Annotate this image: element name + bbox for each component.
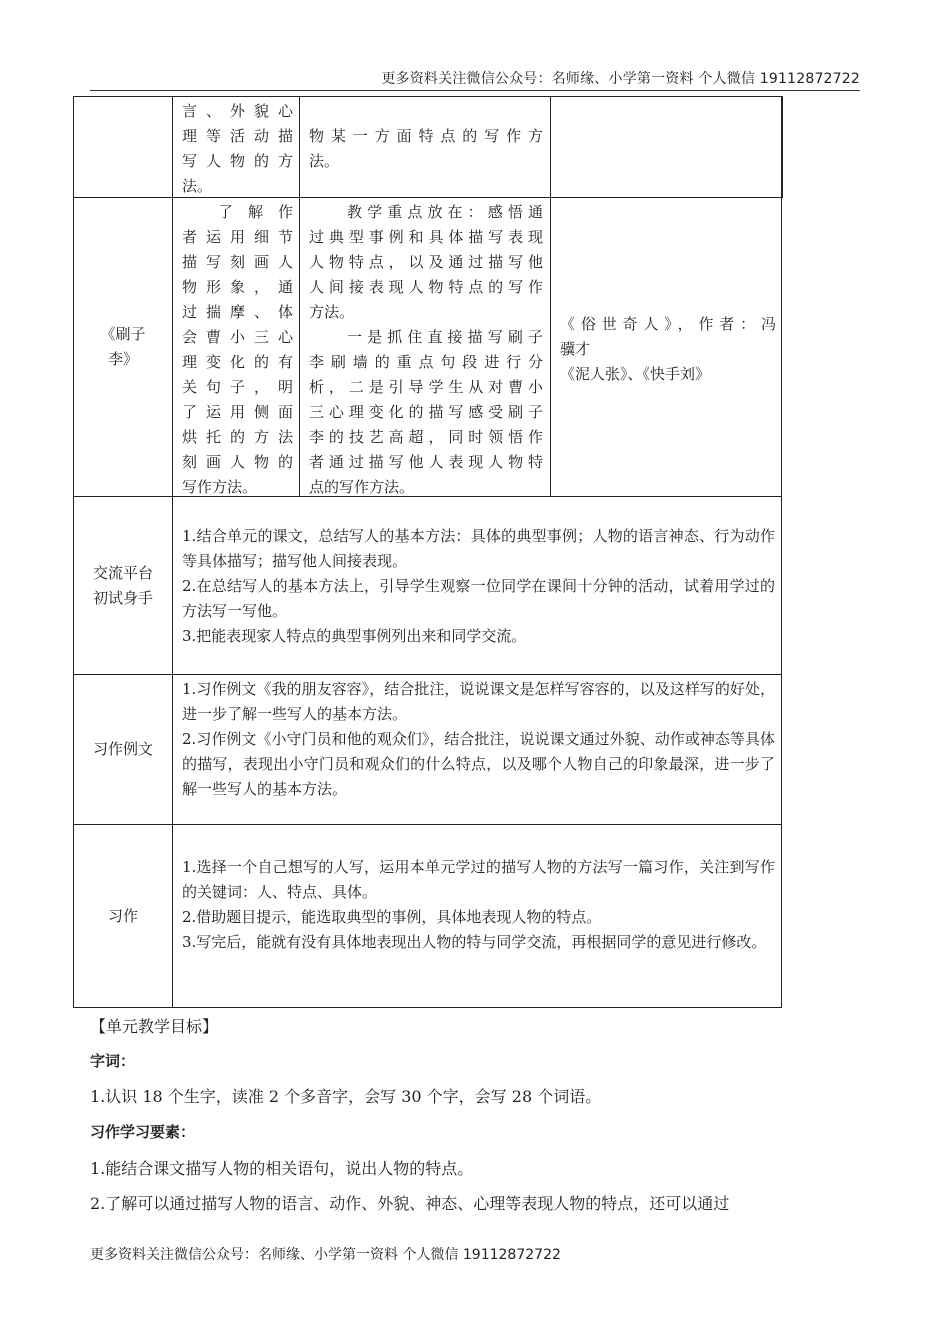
lesson-title-line: 《刷子 <box>100 325 146 343</box>
words-label: 字词： <box>90 1052 136 1070</box>
page-footer: 更多资料关注微信公众号：名师缘、小学第一资料 个人微信 19112872722 <box>90 1247 561 1263</box>
reading-line: 《俗世奇人》，作者：冯 <box>560 315 776 333</box>
text-line: 李的技艺高超，同时领悟作 <box>309 428 543 446</box>
row2-content-cell <box>182 524 775 649</box>
row1-title-cell <box>74 198 172 496</box>
list-item: 1.选择一个自己想写的人写，运用本单元学过的描写人物的方法写一篇习作，关注到写作的关键词：人、特点、具体。 <box>182 858 775 901</box>
text-line: 理等活动描 <box>182 127 293 145</box>
writing-item: 2.了解可以通过描写人物的语言、动作、外貌、神态、心理等表现人物的特点，还可以通过 <box>90 1194 730 1213</box>
table-col-divider <box>299 96 300 496</box>
table-row-divider <box>73 674 782 675</box>
text-line: 人物特点，以及通过描写他 <box>309 253 543 271</box>
table-col-divider <box>172 96 173 1008</box>
text-line: 物形象，通 <box>182 278 293 296</box>
text-line: 物某一方面特点的写作方 <box>309 127 543 145</box>
table-border-right <box>781 197 782 1008</box>
text-line: 一是抓住直接描写刷子 <box>347 328 543 346</box>
text-line: 法。 <box>309 152 340 170</box>
lesson-title-line: 李》 <box>107 350 138 368</box>
table-border-top <box>73 96 783 97</box>
list-item: 2.借助题目提示，能选取典型的事例，具体地表现人物的特点。 <box>182 908 602 926</box>
row4-content-cell <box>182 855 775 955</box>
text-line: 过典型事例和具体描写表现 <box>309 228 543 246</box>
row3-content-cell <box>182 677 775 802</box>
text-line: 人间接表现人物特点的写作 <box>309 278 543 296</box>
text-line: 者通过描写他人表现人物特 <box>309 453 543 471</box>
writing-item: 1.能结合课文描写人物的相关语句，说出人物的特点。 <box>90 1159 474 1178</box>
text-line: 言、外貌心 <box>182 102 293 120</box>
row4-title-cell <box>74 825 172 1007</box>
row1-focus-cell <box>309 200 543 500</box>
row0-focus-cell <box>309 124 543 174</box>
text-line: 了解作 <box>218 203 293 221</box>
text-line: 李刷墙的重点句段进行分 <box>309 353 543 371</box>
text-line: 方法。 <box>309 303 355 321</box>
table-row-divider <box>73 824 782 825</box>
reading-line: 《泥人张》、《快手刘》 <box>560 365 711 383</box>
reading-line: 骥才 <box>560 340 591 358</box>
lesson-title: 习作 <box>107 906 138 925</box>
page-header <box>90 62 860 91</box>
list-item: 3.写完后，能就有没有具体地表现出人物的特与同学交流，再根据同学的意见进行修改。 <box>182 933 767 951</box>
text-line: 教学重点放在：感悟通 <box>347 203 543 221</box>
text-line: 者运用细节 <box>182 228 293 246</box>
lesson-title-line: 初试身手 <box>92 588 153 607</box>
lesson-title: 习作例文 <box>92 740 153 758</box>
table-border-right <box>781 96 783 197</box>
table-border-bottom <box>73 1007 782 1008</box>
row1-goal-cell <box>182 200 293 500</box>
text-line: 理变化的有 <box>182 353 293 371</box>
section-heading: 【单元教学目标】 <box>90 1017 219 1036</box>
text-line: 刻画人物的 <box>182 453 293 471</box>
list-item: 2.在总结写人的基本方法上，引导学生观察一位同学在课间十分钟的活动，试着用学过的方法写一写他。 <box>182 577 775 620</box>
table-col-divider <box>550 96 551 496</box>
text-line: 三心理变化的描写感受刷子 <box>309 403 543 421</box>
list-item: 2.习作例文《小守门员和他的观众们》，结合批注，说说课文通过外貌、动作或神态等具体的描写，表现出小守门员和观众们的什么特点，以及哪个人物自己的印象最深，进一步了解一些写人的基本方法。 <box>182 730 775 798</box>
row1-reading-cell <box>560 312 776 387</box>
row2-title-cell <box>74 497 172 674</box>
list-item: 1.习作例文《我的朋友容容》，结合批注，说说课文是怎样写容容的，以及这样写的好处，进一步了解一些写人的基本方法。 <box>182 680 775 723</box>
text-line: 析，二是引导学生从对曹小 <box>309 378 543 396</box>
text-line: 关句子，明 <box>182 378 293 396</box>
words-item: 1.认识 18 个生字，读准 2 个多音字，会写 30 个字，会写 28 个词语。 <box>90 1087 602 1106</box>
header-text: 更多资料关注微信公众号：名师缘、小学第一资料 个人微信 19112872722 <box>381 71 860 87</box>
table-row-divider <box>73 197 783 198</box>
text-line: 烘托的方法 <box>182 428 293 446</box>
text-line: 会曹小三心 <box>182 328 293 346</box>
text-line: 描写刻画人 <box>182 253 293 271</box>
text-line: 过揣摩、体 <box>182 303 293 321</box>
text-line: 点的写作方法。 <box>309 478 415 496</box>
text-line: 法。 <box>182 177 213 195</box>
list-item: 3.把能表现家人特点的典型事例列出来和同学交流。 <box>182 627 527 645</box>
writing-label: 习作学习要素： <box>90 1123 196 1141</box>
row3-title-cell <box>74 675 172 824</box>
list-item: 1.结合单元的课文，总结写人的基本方法：具体的典型事例；人物的语言神态、行为动作等具体描写；描写他人间接表现。 <box>182 527 775 570</box>
text-line: 写人物的方 <box>182 152 293 170</box>
row0-goal-cell <box>182 99 293 199</box>
text-line: 了运用侧面 <box>182 403 293 421</box>
lesson-title-line: 交流平台 <box>92 563 153 582</box>
text-line: 写作方法。 <box>182 478 258 496</box>
